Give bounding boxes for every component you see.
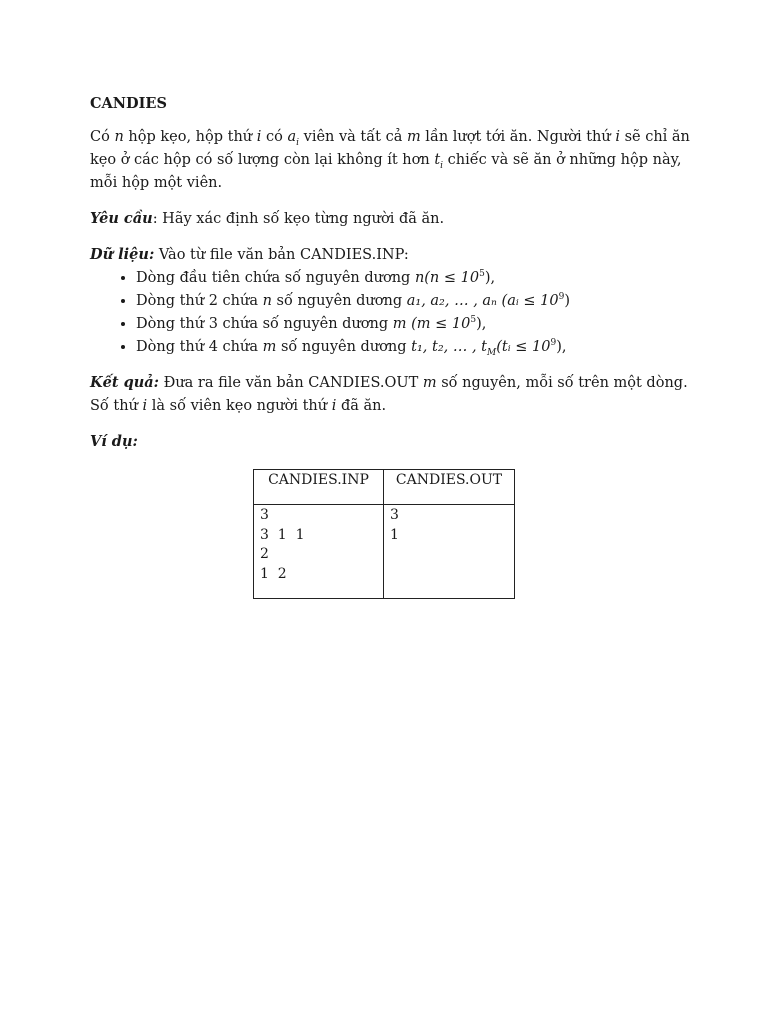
intro-text: hộp kẹo, hộp thứ [123,129,257,145]
list-item [136,267,690,290]
problem-title: CANDIES [90,95,167,112]
math-expr: (tᵢ ≤ 10 [496,339,551,355]
math-var: t [434,152,441,168]
math-expr: n [262,293,272,309]
input-list [90,267,690,359]
output-label: Kết quả: [90,374,160,391]
list-item-text: ), [484,270,496,286]
list-item [136,313,690,336]
example-label-paragraph [90,430,690,454]
list-item-text: Dòng đầu tiên chứa số nguyên dương [136,270,415,286]
requirement-label: Yêu cầu [90,210,153,227]
intro-text: lần lượt tới ăn. Người thứ [420,129,616,145]
math-var: m [406,129,421,145]
list-item-text: Dòng thứ 2 chứa [136,293,263,309]
math-var: i [615,129,620,145]
out-line: 3 [390,507,399,523]
intro-text: sẽ chỉ ăn kẹo ở các hộp có số lượng còn lại không ít hơn [90,129,690,168]
list-item-text: ), [476,316,487,332]
out-cell [384,505,515,599]
output-text: số nguyên, mỗi số trên một dòng. Số thứ [90,375,688,414]
output-paragraph [90,371,690,418]
list-item-text: số nguyên dương [276,339,412,355]
output-text: Đưa ra file văn bản CANDIES.OUT [159,375,423,391]
problem-statement [90,94,690,582]
math-superscript: 5 [479,269,485,280]
requirement-paragraph [90,207,690,231]
math-expr: m [262,339,277,355]
math-expr: n(n ≤ 10 [414,270,480,286]
list-item [136,336,690,359]
list-item-text: ), [556,339,567,355]
math-superscript: 9 [550,338,557,349]
math-var: i [256,129,262,145]
inp-cell [254,505,384,599]
inp-line: 3 [260,507,269,523]
table-header-row [254,470,515,505]
output-text: đã ăn. [336,398,387,414]
list-item-text: ) [564,293,570,309]
math-subscript: i [440,160,444,171]
output-text: là số viên kẹo người thứ [147,398,332,414]
math-superscript: 9 [558,292,565,303]
example-label: Ví dụ: [90,433,138,450]
header-out: CANDIES.OUT [384,470,515,505]
intro-text: viên và tất cả [299,129,407,145]
input-paragraph [90,243,690,267]
math-expr: t₁, t₂, … , t [411,339,488,355]
out-line: 1 [390,526,399,543]
requirement-text: : Hãy xác định số kẹo từng người đã ăn. [152,211,445,227]
list-item-text: Dòng thứ 3 chứa số nguyên dương [136,316,393,332]
math-subscript: M [487,347,497,358]
intro-text: chiếc và sẽ ăn ở những hộp này, mỗi hộp một viên. [90,152,682,191]
math-subscript: i [296,137,300,148]
inp-line: 3 1 1 [260,526,305,543]
intro-text: có [261,129,288,145]
math-var: n [114,129,124,145]
intro-paragraph [90,126,690,195]
intro-text: Có [90,129,115,145]
example-table [253,469,515,599]
list-item-text: Dòng thứ 4 chứa [136,339,263,355]
header-inp: CANDIES.INP [254,470,384,505]
math-superscript: 5 [470,315,477,326]
table-row [254,505,515,599]
math-var: m [422,375,437,391]
input-text: Vào từ file văn bản CANDIES.INP: [154,247,409,263]
math-expr: m (m ≤ 10 [392,316,471,332]
inp-line: 1 2 [260,565,287,582]
list-item-text: số nguyên dương [271,293,407,309]
math-var: i [142,398,148,414]
math-var: i [331,398,337,414]
list-item [136,290,690,313]
math-var: a [287,129,297,145]
math-expr: a₁, a₂, … , aₙ (aᵢ ≤ 10 [406,293,559,309]
inp-line: 2 [260,546,269,562]
input-label: Dữ liệu: [90,246,155,263]
